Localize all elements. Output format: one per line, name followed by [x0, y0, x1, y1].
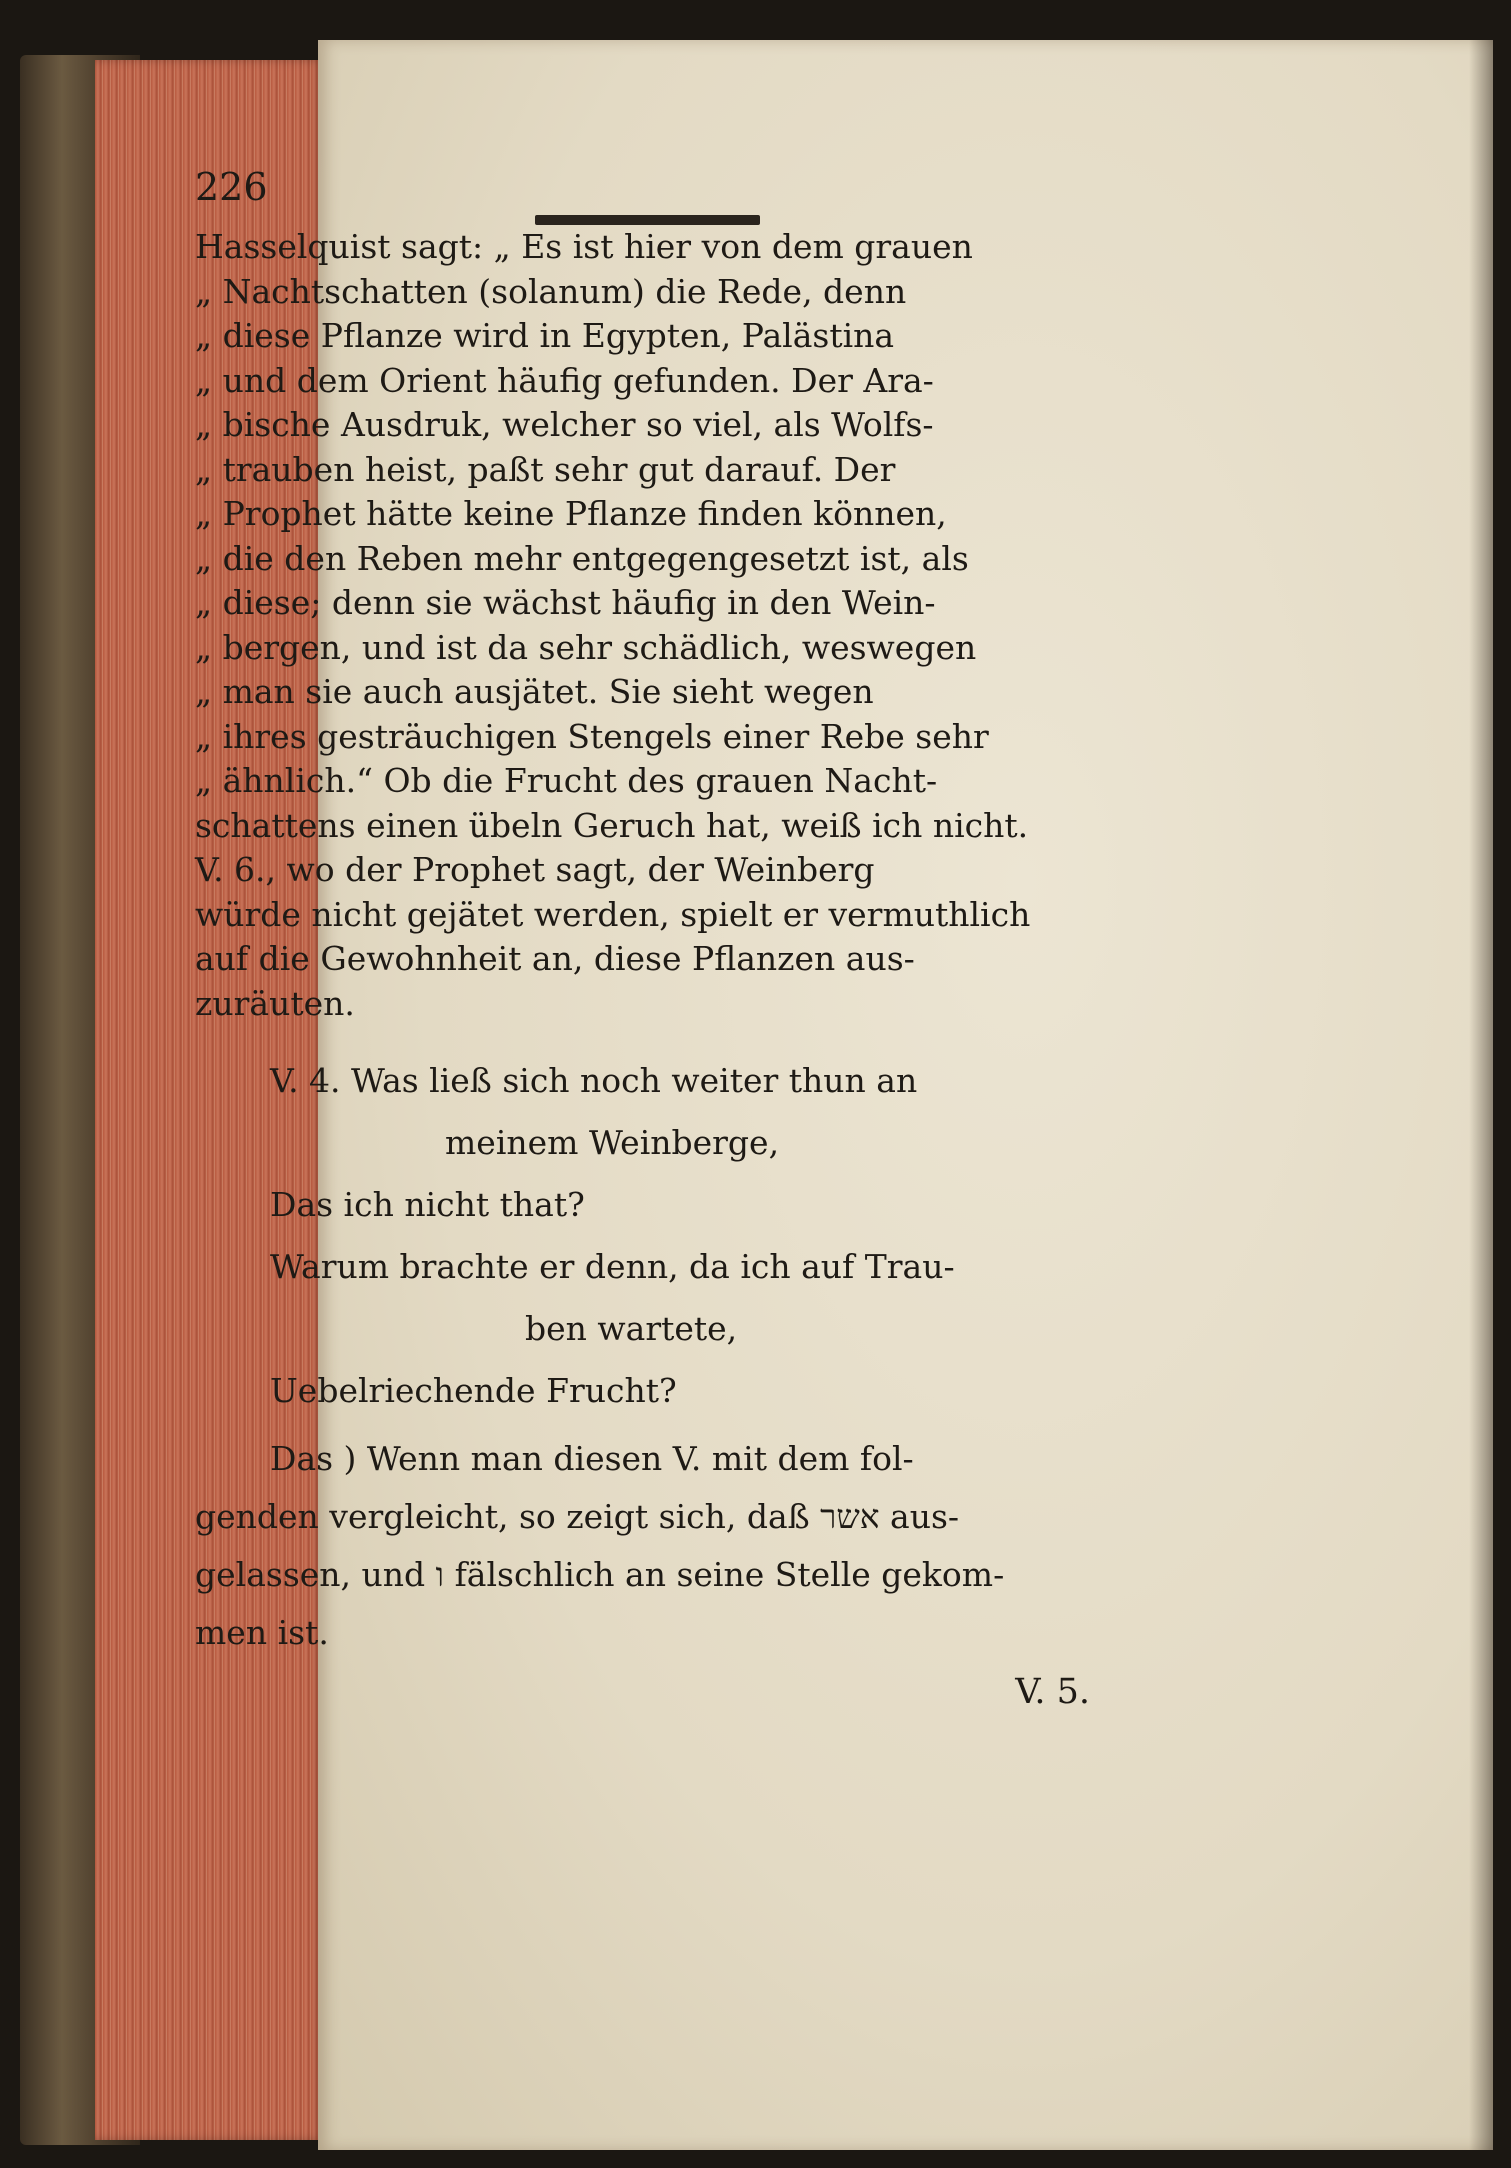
page-number: 226: [195, 165, 268, 209]
verse-line: ben wartete,: [525, 1309, 738, 1348]
body-paragraph: [195, 225, 1090, 1026]
body-line: „ diese Pflanze wird in Egypten, Palästina: [195, 316, 895, 355]
catchword-row: [195, 1672, 1090, 1732]
body-line: würde nicht gejätet werden, spielt er vermuthlich: [195, 894, 1031, 934]
header-rule: [535, 215, 760, 225]
page-text: [195, 165, 1090, 1732]
body-line: Hasselquist sagt: „ Es ist hier von dem grauen: [195, 227, 973, 266]
verse-line: Uebelriechende Frucht?: [270, 1371, 677, 1410]
note-line: gelassen, und ו fälschlich an seine Stelle gekom-: [195, 1555, 1005, 1594]
body-line: „ ihres gesträuchigen Stengels einer Rebe sehr: [195, 716, 989, 756]
body-line: zuräuten.: [195, 983, 355, 1023]
note-line: men ist.: [195, 1613, 329, 1652]
note-line: genden vergleicht, so zeigt sich, daß אשר aus-: [195, 1497, 960, 1536]
verse-line: Warum brachte er denn, da ich auf Trau-: [270, 1247, 955, 1286]
note-paragraph: [195, 1430, 1090, 1662]
body-line: „ trauben heist, paßt sehr gut darauf. Der: [195, 449, 896, 489]
body-line: „ Nachtschatten (solanum) die Rede, denn: [195, 271, 907, 311]
body-line: V. 6., wo der Prophet sagt, der Weinberg: [195, 850, 875, 889]
body-line: auf die Gewohnheit an, diese Pflanzen aus-: [195, 939, 915, 978]
body-line: „ bische Ausdruk, welcher so viel, als Wolfs-: [195, 405, 934, 444]
verse-block: [195, 1050, 1090, 1422]
verse-line: V. 4. Was ließ sich noch weiter thun an: [270, 1061, 918, 1100]
note-line: Das ) Wenn man diesen V. mit dem fol-: [270, 1439, 914, 1478]
body-line: „ man sie auch ausjätet. Sie sieht wegen: [195, 672, 874, 711]
page-gutter-shadow: [1469, 40, 1493, 2150]
body-line: „ ähnlich.“ Ob die Frucht des grauen Nacht-: [195, 761, 938, 800]
body-line: „ die den Reben mehr entgegengesetzt ist, als: [195, 538, 969, 578]
body-line: „ und dem Orient häufig gefunden. Der Ara-: [195, 360, 934, 400]
verse-line: Das ich nicht that?: [270, 1185, 585, 1224]
page-header: [195, 165, 1090, 225]
body-line: „ bergen, und ist da sehr schädlich, weswegen: [195, 627, 977, 667]
body-line: schattens einen übeln Geruch hat, weiß ich nicht.: [195, 805, 1029, 845]
verse-line: meinem Weinberge,: [445, 1123, 780, 1162]
catchword: V. 5.: [1015, 1672, 1090, 1712]
body-line: „ diese; denn sie wächst häufig in den Wein-: [195, 583, 936, 622]
body-line: „ Prophet hätte keine Pflanze finden können,: [195, 494, 947, 533]
